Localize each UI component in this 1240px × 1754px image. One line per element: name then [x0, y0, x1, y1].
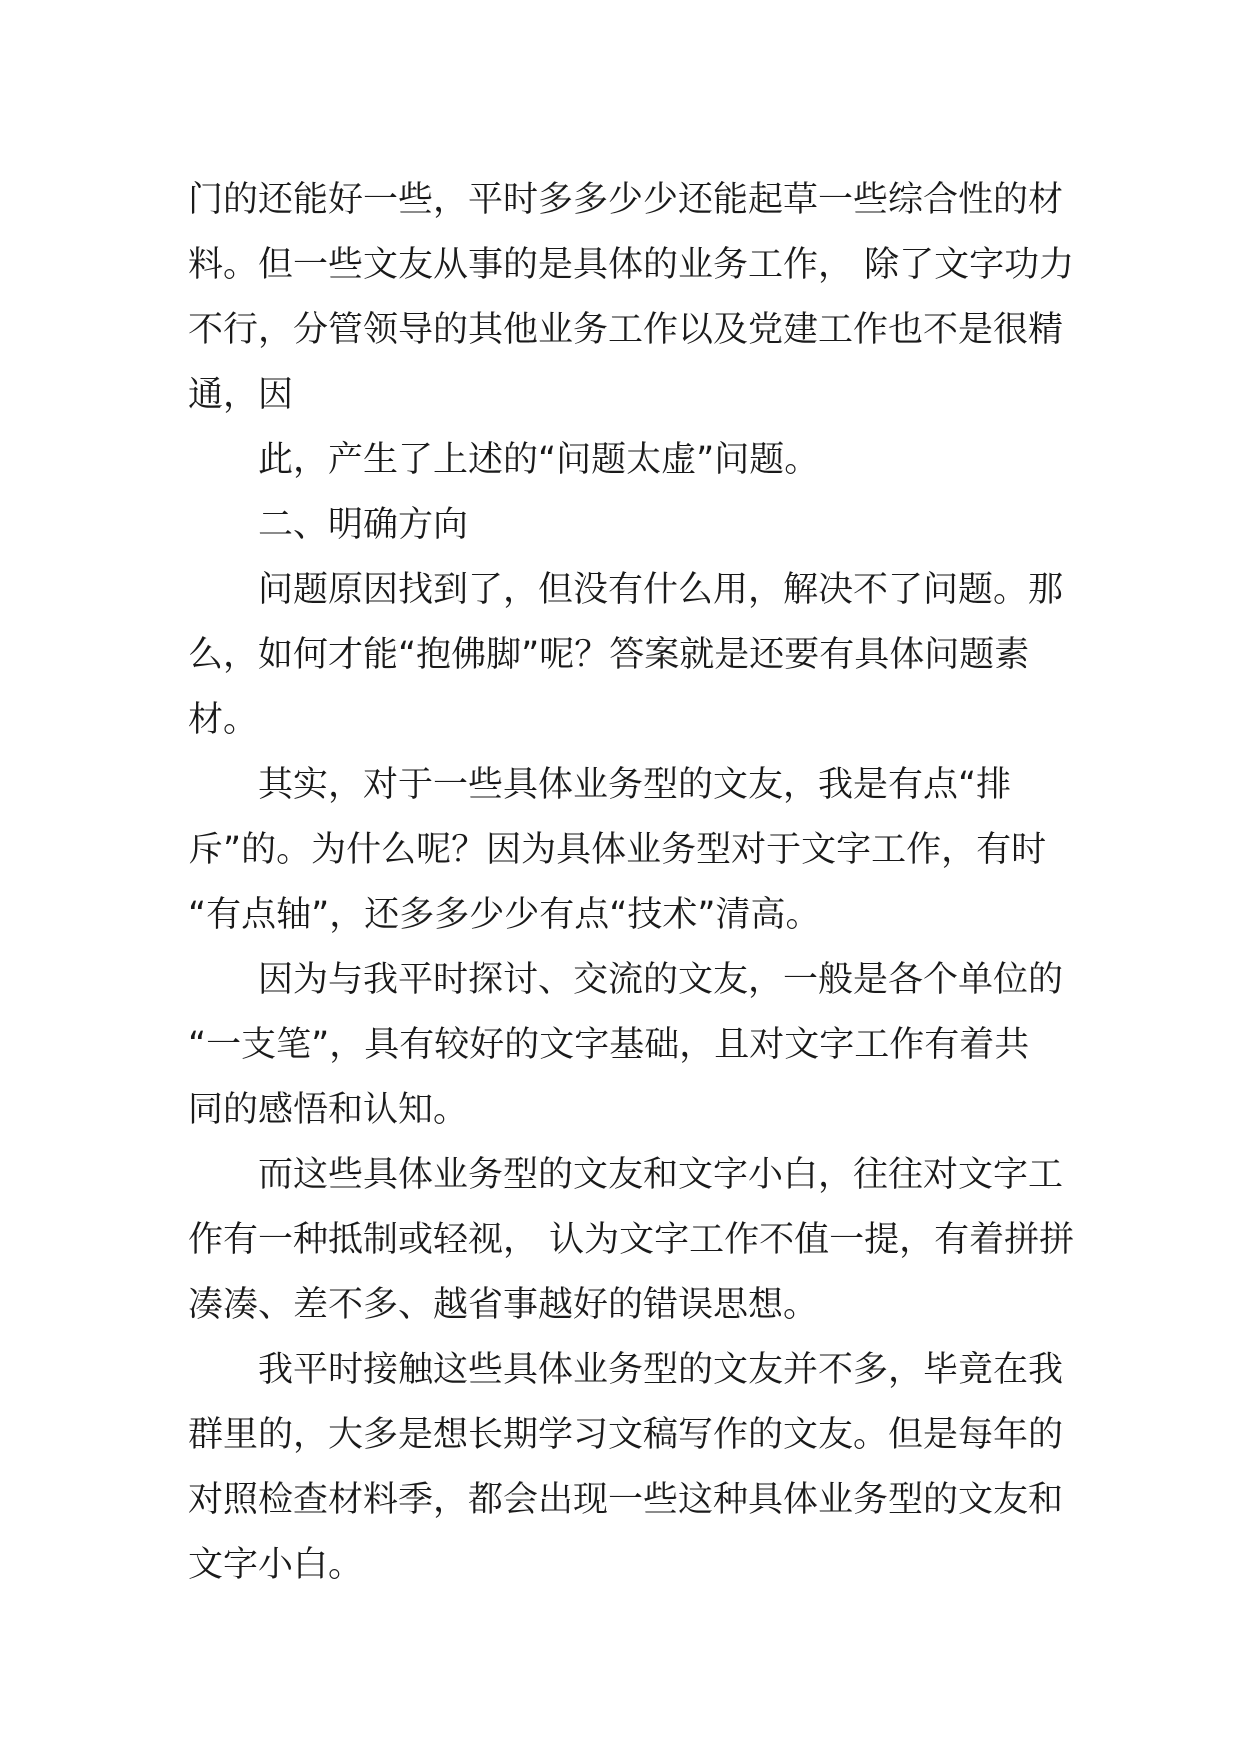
paragraph — [188, 558, 1066, 753]
text-line: 而这些具体业务型的文友和文字小白，往往对文字工 — [258, 1155, 1064, 1195]
paragraph — [188, 1338, 1066, 1598]
text-line: “有点轴”，还多多少少有点“技术”清高。 — [188, 895, 821, 935]
text-line: 凑凑、差不多、越省事越好的错误思想。 — [188, 1285, 819, 1325]
document-body — [188, 168, 1075, 1598]
paragraph — [188, 1143, 1075, 1338]
text-line: 不行，分管领导的其他业务工作以及党建工作也不是很精 — [188, 310, 1064, 350]
text-line: 通，因 — [188, 375, 294, 415]
paragraph — [188, 168, 1075, 428]
text-line: 斥”的。为什么呢？因为具体业务型对于文字工作，有时 — [188, 830, 1047, 870]
text-line: 其实，对于一些具体业务型的文友，我是有点“排 — [258, 765, 1012, 805]
text-line: 料。但一些文友从事的是具体的业务工作， 除了文字功力 — [188, 245, 1075, 285]
text-line: 同的感悟和认知。 — [188, 1090, 469, 1130]
paragraph — [188, 493, 1066, 558]
text-line: 作有一种抵制或轻视， 认为文字工作不值一提，有着拼拼 — [188, 1220, 1075, 1260]
text-line: 此，产生了上述的“问题太虚”问题。 — [258, 440, 820, 480]
paragraph — [188, 948, 1066, 1143]
text-line: 二、明确方向 — [258, 505, 469, 545]
text-line: 问题原因找到了，但没有什么用，解决不了问题。那 — [258, 570, 1064, 610]
text-line: 因为与我平时探讨、交流的文友，一般是各个单位的 — [258, 960, 1064, 1000]
text-line: 材。 — [188, 700, 259, 740]
text-line: 群里的，大多是想长期学习文稿写作的文友。但是每年的 — [188, 1415, 1064, 1455]
text-line: 门的还能好一些，平时多多少少还能起草一些综合性的材 — [188, 180, 1064, 220]
text-line: 对照检查材料季，都会出现一些这种具体业务型的文友和 — [188, 1480, 1064, 1520]
text-line: 么，如何才能“抱佛脚”呢？答案就是还要有具体问题素 — [188, 635, 1030, 675]
text-line: 文字小白。 — [188, 1545, 364, 1585]
paragraph — [188, 428, 1066, 493]
paragraph — [188, 753, 1066, 948]
text-line: “一支笔”，具有较好的文字基础，且对文字工作有着共 — [188, 1025, 1030, 1065]
text-line: 我平时接触这些具体业务型的文友并不多，毕竟在我 — [258, 1350, 1064, 1390]
